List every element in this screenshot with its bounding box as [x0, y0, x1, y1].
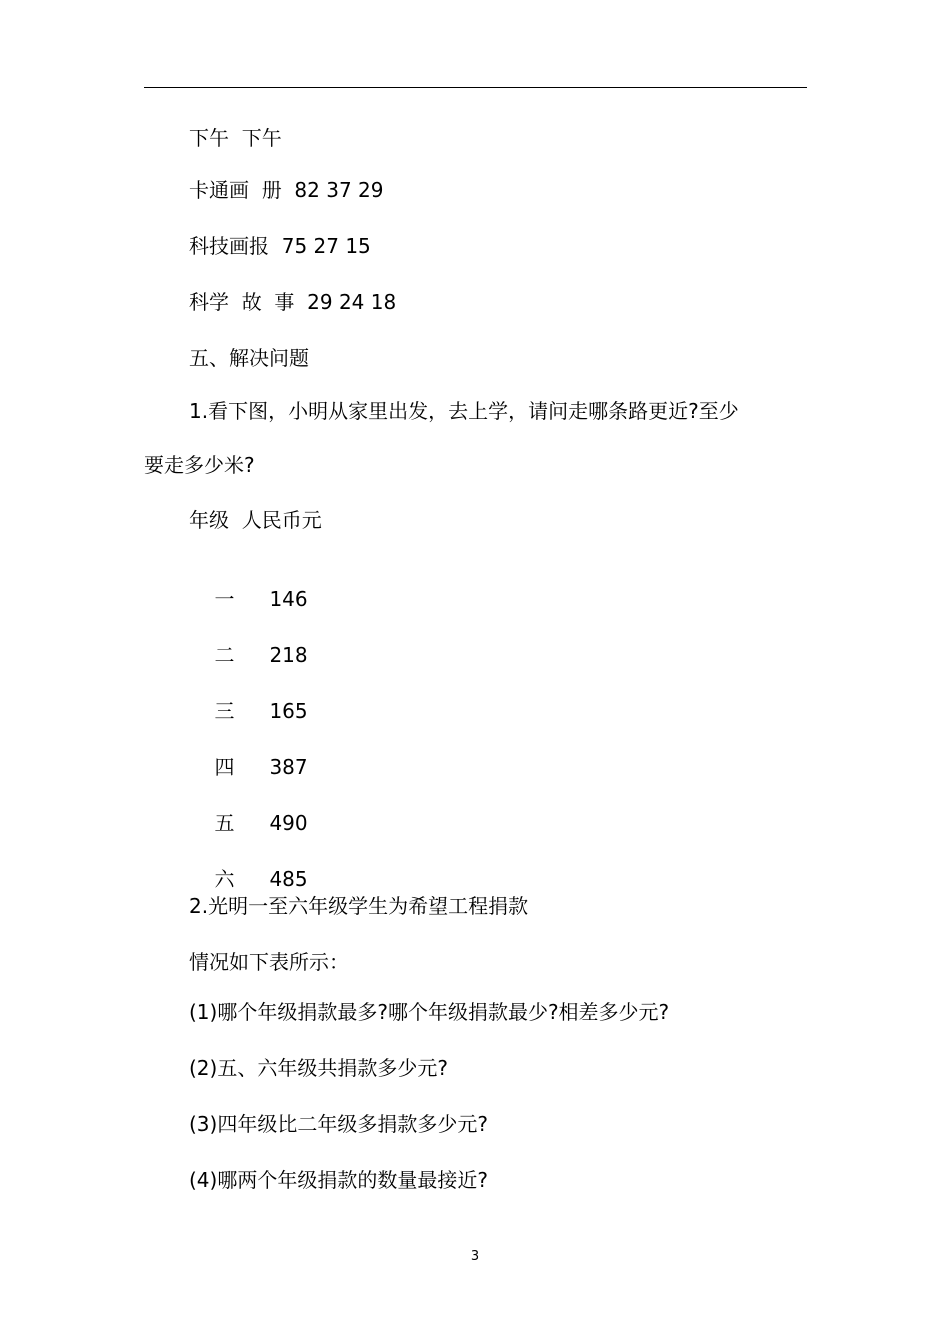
sub-question: (1)哪个年级捐款最多?哪个年级捐款最少?相差多少元?: [189, 1000, 670, 1024]
amount-cell: 387: [269, 755, 308, 779]
text-line: 科技画报 75 27 15: [189, 234, 371, 258]
question-1-line-1: 1.看下图，小明从家里出发，去上学，请问走哪条路更近?至少: [189, 399, 739, 423]
section-heading: 五、解决问题: [189, 346, 309, 370]
grade-cell: 六: [214, 867, 235, 891]
sub-question: (4)哪两个年级捐款的数量最接近?: [189, 1168, 488, 1192]
amount-cell: 165: [269, 699, 308, 723]
text-line: 下午 下午: [189, 126, 282, 150]
grade-cell: 一: [214, 587, 235, 611]
amount-cell: 490: [269, 811, 308, 835]
question-2-line: 情况如下表所示：: [189, 950, 349, 974]
text-line: 科学 故 事 29 24 18: [189, 290, 397, 314]
header-rule: [144, 87, 807, 88]
text-line: 卡通画 册 82 37 29: [189, 178, 384, 202]
grade-cell: 三: [214, 699, 235, 723]
sub-question: (2)五、六年级共捐款多少元?: [189, 1056, 448, 1080]
grade-cell: 四: [214, 755, 235, 779]
sub-question: (3)四年级比二年级多捐款多少元?: [189, 1112, 488, 1136]
question-1-line-2: 要走多少米?: [144, 453, 255, 477]
amount-cell: 146: [269, 587, 308, 611]
grade-cell: 五: [214, 811, 235, 835]
table-header: 年级 人民币元: [189, 508, 322, 532]
amount-cell: 218: [269, 643, 308, 667]
question-2-line: 2.光明一至六年级学生为希望工程捐款: [189, 894, 529, 918]
page-number: 3: [470, 1249, 480, 1264]
grade-cell: 二: [214, 643, 235, 667]
amount-cell: 485: [269, 867, 308, 891]
